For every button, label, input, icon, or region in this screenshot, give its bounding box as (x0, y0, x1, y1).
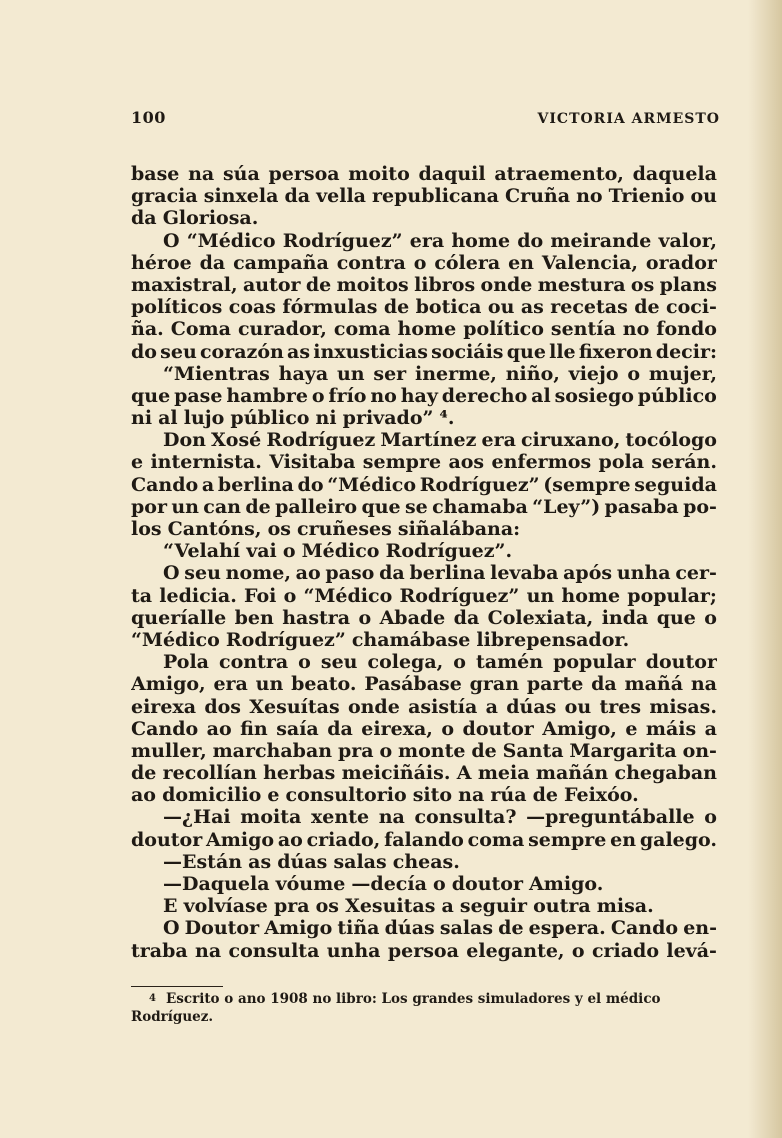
body-line: queríalle ben hastra o Abade da Colexiata, inda que o (131, 606, 717, 629)
body-line: gracia sinxela da vella republicana Cruña no Trienio ou (131, 185, 717, 208)
body-line: O seu nome, ao paso da berlina levaba após unha cer- (163, 562, 717, 585)
body-line: Pola contra o seu colega, o tamén popular doutor (163, 651, 717, 674)
body-line: traba na consulta unha persoa elegante, o criado levá- (131, 939, 717, 962)
body-line: ña. Coma curador, coma home político sentía no fondo (131, 318, 717, 341)
body-line: Cando ao fin saía da eirexa, o doutor Amigo, e máis a (131, 717, 717, 740)
footnote (131, 990, 717, 1026)
body-line: O Doutor Amigo tiña dúas salas de espera. Cando en- (163, 917, 717, 940)
body-line: “Médico Rodríguez” chamábase librepensador. (131, 628, 630, 651)
body-line: do seu corazón as inxusticias sociáis que lle fixeron decir: (131, 340, 717, 363)
body-line: e internista. Visitaba sempre aos enfermos pola serán. (131, 451, 717, 474)
body-line: maxistral, autor de moitos libros onde mestura os plans (131, 273, 717, 296)
body-line: ta ledicia. Foi o “Médico Rodríguez” un home popular; (131, 584, 717, 607)
footnote-rule (131, 986, 223, 987)
body-line: E volvíase pra os Xesuitas a seguir outra misa. (163, 895, 654, 918)
page-header (131, 108, 720, 132)
body-line: que pase hambre o frío no hay derecho al sosiego público (131, 384, 717, 407)
body-line: de recollían herbas meiciñáis. A meia mañán chegaban (131, 762, 717, 785)
footnote-text-1: Escrito o ano 1908 no libro: Los grandes simuladores y el médico (165, 991, 661, 1007)
body-line: políticos coas fórmulas de botica ou as recetas de coci- (131, 296, 717, 319)
body-line: Don Xosé Rodríguez Martínez era ciruxano, tocólogo (163, 429, 717, 452)
body-line: base na súa persoa moito daquil atraemento, daquela (131, 163, 717, 185)
footnote-line-1 (131, 990, 717, 1008)
body-line: héroe da campaña contra o cólera en Valencia, orador (131, 251, 717, 274)
body-line: Amigo, era un beato. Pasábase gran parte da mañá na (131, 673, 717, 696)
body-line: doutor Amigo ao criado, falando coma sempre en galego. (131, 828, 717, 851)
body-line: “Velahí vai o Médico Rodríguez”. (163, 540, 513, 563)
body-line: —Daquela vóume —decía o doutor Amigo. (163, 873, 604, 895)
footnote-text-2: Rodríguez. (131, 1009, 214, 1025)
body-line: muller, marchaban pra o monte de Santa Margarita on- (131, 739, 717, 762)
body-line: “Mientras haya un ser inerme, niño, viejo o mujer, (163, 362, 717, 385)
body-line: ni al lujo público ni privado” ⁴. (131, 407, 455, 430)
body-line: por un can de palleiro que se chamaba “Ley”) pasaba po- (131, 495, 717, 518)
body-line: eirexa dos Xesuítas onde asistía a dúas ou tres misas. (131, 695, 717, 718)
body-line: O “Médico Rodríguez” era home do meirande valor, (163, 229, 717, 252)
footnote-line-2 (131, 1008, 717, 1026)
page-edge-shadow (748, 0, 782, 1138)
body-line: —Están as dúas salas cheas. (163, 850, 460, 873)
body-text (131, 163, 717, 962)
body-line: da Gloriosa. (131, 207, 259, 230)
body-line: los Cantóns, os cruñeses siñalábana: (131, 518, 521, 540)
footnote-mark: 4 (149, 993, 156, 1004)
body-line: Cando a berlina do “Médico Rodríguez” (sempre seguida (131, 473, 717, 496)
body-line: ao domicilio e consultorio sito na rúa de Feixóo. (131, 784, 639, 807)
running-head: VICTORIA ARMESTO (537, 111, 720, 127)
page-number: 100 (131, 108, 166, 127)
body-line: —¿Hai moita xente na consulta? —preguntáballe o (163, 806, 717, 829)
